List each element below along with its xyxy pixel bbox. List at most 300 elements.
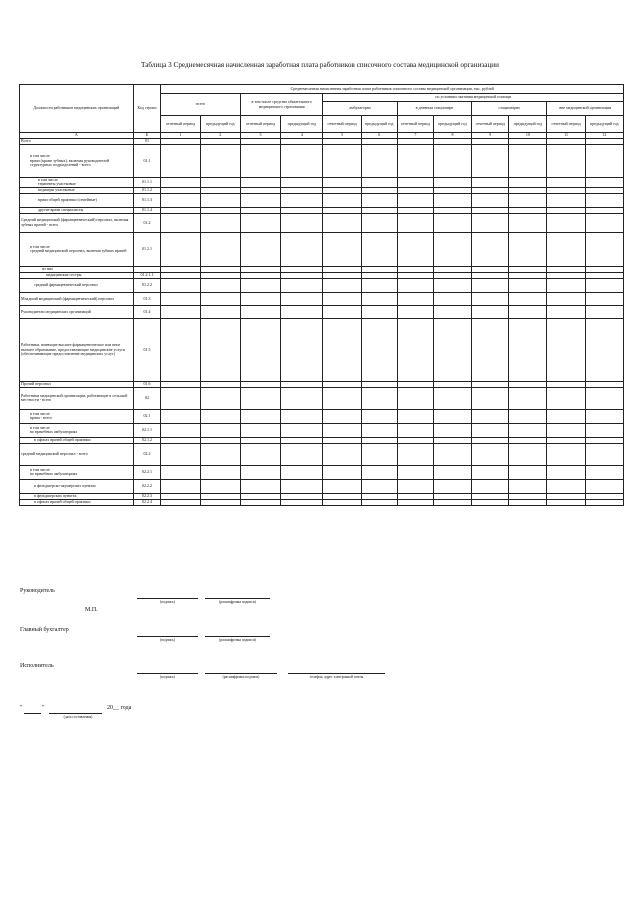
value-cell[interactable]: [161, 178, 200, 188]
value-cell[interactable]: [323, 499, 361, 505]
value-cell[interactable]: [585, 213, 623, 232]
value-cell[interactable]: [323, 193, 361, 207]
row-code: 01.1.4: [133, 207, 161, 213]
total-header: всего: [161, 94, 240, 116]
row-label: другие врачи специалисты: [20, 207, 134, 213]
value-cell[interactable]: [200, 479, 240, 493]
value-cell[interactable]: [585, 292, 623, 305]
value-cell[interactable]: [509, 213, 547, 232]
value-cell[interactable]: [509, 145, 547, 178]
value-cell[interactable]: [547, 292, 585, 305]
position-column-header: Должности работников медицинских организаций: [20, 85, 134, 133]
column-number: 12: [585, 133, 623, 139]
value-cell[interactable]: [281, 423, 323, 437]
value-cell[interactable]: [200, 145, 240, 178]
value-cell[interactable]: [323, 232, 361, 266]
date-caption: (дата составления): [63, 715, 93, 719]
table-row: [20, 213, 624, 232]
value-cell[interactable]: [323, 305, 361, 318]
report-period-header: отчетный период: [161, 116, 200, 133]
value-cell[interactable]: [585, 387, 623, 409]
row-label: в фельдшерских пунктах: [20, 493, 134, 499]
report-period-header: отчетный период: [323, 116, 361, 133]
row-code: 02.1.2: [133, 437, 161, 443]
row-label: в том числе врачи - всего: [20, 409, 134, 423]
value-cell[interactable]: [281, 499, 323, 505]
value-cell[interactable]: [200, 465, 240, 479]
value-cell[interactable]: [240, 292, 280, 305]
row-label: Прочий персонал: [20, 381, 134, 387]
row-label: из них: [20, 266, 134, 272]
value-cell[interactable]: [472, 479, 509, 493]
value-cell[interactable]: [361, 443, 397, 465]
value-cell[interactable]: [547, 409, 585, 423]
value-cell[interactable]: [281, 178, 323, 188]
value-cell[interactable]: [547, 423, 585, 437]
stamp-place: М.П.: [85, 607, 98, 613]
row-label: педиатры участковые: [20, 187, 134, 193]
accountant-decoding-line[interactable]: [205, 636, 270, 637]
value-cell[interactable]: [240, 479, 280, 493]
value-cell[interactable]: [509, 465, 547, 479]
value-cell[interactable]: [472, 423, 509, 437]
value-cell[interactable]: [361, 387, 397, 409]
prev-year-header: предыдущий год: [585, 116, 623, 133]
column-number: 11: [547, 133, 585, 139]
column-letter: А: [20, 133, 134, 139]
value-cell[interactable]: [161, 499, 200, 505]
value-cell[interactable]: [161, 443, 200, 465]
row-code: 01.1.3: [133, 193, 161, 207]
value-cell[interactable]: [240, 145, 280, 178]
table-row: [20, 278, 624, 292]
chief-accountant-label: Главный бухгалтер: [20, 627, 69, 633]
value-cell[interactable]: [397, 178, 433, 188]
value-cell[interactable]: [161, 423, 200, 437]
executor-contact-line[interactable]: [288, 673, 385, 674]
table-row: [20, 387, 624, 409]
value-cell[interactable]: [433, 305, 471, 318]
signature-caption: (подпись): [160, 638, 175, 642]
value-cell[interactable]: [472, 193, 509, 207]
value-cell[interactable]: [281, 278, 323, 292]
value-cell[interactable]: [323, 387, 361, 409]
value-cell[interactable]: [161, 145, 200, 178]
column-number: 9: [472, 133, 509, 139]
value-cell[interactable]: [433, 213, 471, 232]
value-cell[interactable]: [281, 292, 323, 305]
value-cell[interactable]: [585, 318, 623, 381]
value-cell[interactable]: [323, 213, 361, 232]
value-cell[interactable]: [433, 318, 471, 381]
value-cell[interactable]: [433, 479, 471, 493]
row-code: 01.6: [133, 381, 161, 387]
value-cell[interactable]: [281, 465, 323, 479]
value-cell[interactable]: [472, 178, 509, 188]
decoding-caption: (расшифровка подписи): [219, 600, 256, 604]
row-code: 01.1: [133, 145, 161, 178]
row-label: в том числе средний медицинский персонал, включая зубных врачей: [20, 232, 134, 266]
value-cell[interactable]: [397, 292, 433, 305]
value-cell[interactable]: [161, 387, 200, 409]
date-quote-open: ": [20, 705, 23, 711]
row-label: в том числе терапевты участковые: [20, 178, 134, 188]
value-cell[interactable]: [397, 443, 433, 465]
oms-header: в том числе средства обязательного медицинского страхования: [240, 94, 323, 116]
value-cell[interactable]: [361, 193, 397, 207]
value-cell[interactable]: [472, 292, 509, 305]
head-decoding-line[interactable]: [205, 598, 270, 599]
value-cell[interactable]: [240, 465, 280, 479]
value-cell[interactable]: [397, 499, 433, 505]
value-cell[interactable]: [161, 465, 200, 479]
row-code: 02.1.1: [133, 423, 161, 437]
value-cell[interactable]: [361, 232, 397, 266]
value-cell[interactable]: [361, 409, 397, 423]
value-cell[interactable]: [509, 278, 547, 292]
value-cell[interactable]: [472, 387, 509, 409]
row-label: медицинские сестры: [20, 272, 134, 278]
value-cell[interactable]: [509, 387, 547, 409]
value-cell[interactable]: [433, 443, 471, 465]
value-cell[interactable]: [161, 305, 200, 318]
value-cell[interactable]: [472, 305, 509, 318]
value-cell[interactable]: [547, 443, 585, 465]
report-period-header: отчетный период: [547, 116, 585, 133]
prev-year-header: предыдущий год: [361, 116, 397, 133]
value-cell[interactable]: [509, 232, 547, 266]
value-cell[interactable]: [323, 423, 361, 437]
value-cell[interactable]: [433, 499, 471, 505]
prev-year-header: предыдущий год: [200, 116, 240, 133]
value-cell[interactable]: [200, 409, 240, 423]
value-cell[interactable]: [547, 232, 585, 266]
table-row: [20, 193, 624, 207]
column-number: 6: [361, 133, 397, 139]
value-cell[interactable]: [509, 178, 547, 188]
value-cell[interactable]: [547, 278, 585, 292]
value-cell[interactable]: [281, 479, 323, 493]
value-cell[interactable]: [361, 178, 397, 188]
value-cell[interactable]: [161, 318, 200, 381]
value-cell[interactable]: [323, 479, 361, 493]
value-cell[interactable]: [585, 305, 623, 318]
value-cell[interactable]: [472, 278, 509, 292]
value-cell[interactable]: [361, 423, 397, 437]
decoding-caption: (расшифровка подписи): [222, 675, 260, 679]
value-cell[interactable]: [361, 278, 397, 292]
value-cell[interactable]: [361, 479, 397, 493]
value-cell[interactable]: [585, 479, 623, 493]
value-cell[interactable]: [547, 499, 585, 505]
value-cell[interactable]: [547, 193, 585, 207]
value-cell[interactable]: [323, 292, 361, 305]
value-cell[interactable]: [281, 193, 323, 207]
value-cell[interactable]: [361, 499, 397, 505]
value-cell[interactable]: [397, 145, 433, 178]
value-cell[interactable]: [281, 409, 323, 423]
value-cell[interactable]: [200, 387, 240, 409]
row-code: 01.2.1: [133, 232, 161, 266]
value-cell[interactable]: [585, 145, 623, 178]
value-cell[interactable]: [585, 278, 623, 292]
row-code: 01.4: [133, 305, 161, 318]
value-cell[interactable]: [161, 479, 200, 493]
value-cell[interactable]: [281, 213, 323, 232]
value-cell[interactable]: [397, 193, 433, 207]
row-code: 01.2.2: [133, 278, 161, 292]
head-label: Руководитель: [20, 588, 55, 594]
value-cell[interactable]: [200, 423, 240, 437]
accountant-signature-line[interactable]: [137, 636, 198, 637]
value-cell[interactable]: [161, 193, 200, 207]
value-cell[interactable]: [200, 278, 240, 292]
value-cell[interactable]: [509, 305, 547, 318]
column-number: 2: [200, 133, 240, 139]
value-cell[interactable]: [433, 409, 471, 423]
table-row: [20, 409, 624, 423]
value-cell[interactable]: [433, 145, 471, 178]
value-cell[interactable]: [397, 409, 433, 423]
value-cell[interactable]: [323, 145, 361, 178]
value-cell[interactable]: [585, 443, 623, 465]
value-cell[interactable]: [397, 423, 433, 437]
value-cell[interactable]: [397, 278, 433, 292]
column-number: 10: [509, 133, 547, 139]
row-label: средний фармацевтический персонал: [20, 278, 134, 292]
column-letter: Б: [133, 133, 161, 139]
value-cell[interactable]: [323, 409, 361, 423]
prev-year-header: предыдущий год: [281, 116, 323, 133]
value-cell[interactable]: [433, 232, 471, 266]
row-code: 01.2.1.1: [133, 272, 161, 278]
value-cell[interactable]: [585, 499, 623, 505]
date-quote-close: ": [42, 705, 45, 711]
table-row: [20, 465, 624, 479]
value-cell[interactable]: [547, 479, 585, 493]
value-cell[interactable]: [240, 387, 280, 409]
value-cell[interactable]: [281, 232, 323, 266]
decoding-caption: (расшифровка подписи): [219, 638, 256, 642]
value-cell[interactable]: [323, 465, 361, 479]
value-cell[interactable]: [547, 387, 585, 409]
value-cell[interactable]: [361, 213, 397, 232]
row-code: 02.2.2: [133, 479, 161, 493]
table-row: [20, 292, 624, 305]
value-cell[interactable]: [200, 292, 240, 305]
column-number: 7: [397, 133, 433, 139]
value-cell[interactable]: [433, 178, 471, 188]
row-code: 02.2.4: [133, 499, 161, 505]
value-cell[interactable]: [200, 213, 240, 232]
salary-table: [19, 84, 624, 506]
value-cell[interactable]: [509, 318, 547, 381]
value-cell[interactable]: [472, 409, 509, 423]
value-cell[interactable]: [433, 387, 471, 409]
value-cell[interactable]: [585, 178, 623, 188]
row-code: 01.3: [133, 292, 161, 305]
value-cell[interactable]: [547, 318, 585, 381]
value-cell[interactable]: [547, 305, 585, 318]
value-cell[interactable]: [240, 305, 280, 318]
head-signature-line[interactable]: [137, 598, 198, 599]
value-cell[interactable]: [161, 278, 200, 292]
value-cell[interactable]: [547, 213, 585, 232]
table-row: [20, 145, 624, 178]
value-cell[interactable]: [323, 443, 361, 465]
value-cell[interactable]: [240, 318, 280, 381]
value-cell[interactable]: [547, 178, 585, 188]
value-cell[interactable]: [585, 465, 623, 479]
row-code: 02.2.1: [133, 465, 161, 479]
value-cell[interactable]: [361, 292, 397, 305]
value-cell[interactable]: [200, 232, 240, 266]
column-number: 4: [281, 133, 323, 139]
date-day-line[interactable]: [24, 713, 41, 714]
value-cell[interactable]: [509, 443, 547, 465]
value-cell[interactable]: [433, 278, 471, 292]
value-cell[interactable]: [240, 443, 280, 465]
value-cell[interactable]: [433, 193, 471, 207]
prev-year-header: предыдущий год: [509, 116, 547, 133]
value-cell[interactable]: [472, 213, 509, 232]
value-cell[interactable]: [509, 193, 547, 207]
prev-year-header: предыдущий год: [433, 116, 471, 133]
table-row: [20, 232, 624, 266]
row-code: 01.2: [133, 213, 161, 232]
table-row: [20, 423, 624, 437]
value-cell[interactable]: [509, 499, 547, 505]
row-label: в офисах врачей общей практики: [20, 437, 134, 443]
value-cell[interactable]: [361, 318, 397, 381]
row-code: 01.1.2: [133, 187, 161, 193]
outside-header: вне медицинской организации: [547, 102, 624, 116]
value-cell[interactable]: [585, 409, 623, 423]
value-cell[interactable]: [397, 213, 433, 232]
value-cell[interactable]: [547, 145, 585, 178]
value-cell[interactable]: [240, 213, 280, 232]
row-label: в том числе во врачебных амбулаториях: [20, 423, 134, 437]
value-cell[interactable]: [323, 278, 361, 292]
value-cell[interactable]: [509, 479, 547, 493]
value-cell[interactable]: [281, 387, 323, 409]
conditions-header: по условиям оказания медицинской помощи: [323, 94, 624, 102]
row-label: Работники, имеющие высшее фармацевтическое или иное высшее образование, предоставляющие медицинские услуги (обеспечивающие предоставление медицинских услуг): [20, 318, 134, 381]
value-cell[interactable]: [472, 318, 509, 381]
value-cell[interactable]: [547, 465, 585, 479]
table-row: [20, 305, 624, 318]
value-cell[interactable]: [240, 499, 280, 505]
row-label: врачи общей практики (семейные): [20, 193, 134, 207]
value-cell[interactable]: [240, 278, 280, 292]
ambulatory-header: амбулаторно: [323, 102, 397, 116]
value-cell[interactable]: [200, 499, 240, 505]
value-cell[interactable]: [200, 318, 240, 381]
value-cell[interactable]: [240, 409, 280, 423]
row-code: 01.1.1: [133, 178, 161, 188]
value-cell[interactable]: [585, 193, 623, 207]
table-row: [20, 479, 624, 493]
value-cell[interactable]: [200, 305, 240, 318]
value-cell[interactable]: [472, 443, 509, 465]
row-label: в том числе во врачебных амбулаториях: [20, 465, 134, 479]
report-period-header: отчетный период: [240, 116, 280, 133]
value-cell[interactable]: [161, 232, 200, 266]
value-cell[interactable]: [240, 193, 280, 207]
value-cell[interactable]: [472, 145, 509, 178]
value-cell[interactable]: [585, 423, 623, 437]
row-label: средний медицинский персонал - всего: [20, 443, 134, 465]
value-cell[interactable]: [433, 423, 471, 437]
value-cell[interactable]: [281, 443, 323, 465]
value-cell[interactable]: [161, 409, 200, 423]
main-group-header: Среднемесячная начисленная заработная плата работников списочного состава медицинской организации, тыс. рублей: [161, 85, 624, 94]
value-cell[interactable]: [397, 232, 433, 266]
value-cell[interactable]: [397, 465, 433, 479]
value-cell[interactable]: [472, 499, 509, 505]
value-cell[interactable]: [472, 465, 509, 479]
value-cell[interactable]: [240, 232, 280, 266]
value-cell[interactable]: [200, 443, 240, 465]
value-cell[interactable]: [361, 305, 397, 318]
column-number: 8: [433, 133, 471, 139]
code-column-header: Код строки: [133, 85, 161, 133]
value-cell[interactable]: [433, 292, 471, 305]
row-code: 02.2: [133, 443, 161, 465]
value-cell[interactable]: [281, 305, 323, 318]
value-cell[interactable]: [200, 193, 240, 207]
row-label: в фельдшерско-акушерских пунктах: [20, 479, 134, 493]
value-cell[interactable]: [281, 318, 323, 381]
value-cell[interactable]: [161, 213, 200, 232]
value-cell[interactable]: [240, 423, 280, 437]
value-cell[interactable]: [323, 178, 361, 188]
value-cell[interactable]: [397, 387, 433, 409]
date-month-line[interactable]: [49, 713, 102, 714]
executor-signature-line[interactable]: [137, 673, 198, 674]
value-cell[interactable]: [240, 178, 280, 188]
day-hospital-header: в дневном стационаре: [397, 102, 471, 116]
value-cell[interactable]: [397, 305, 433, 318]
date-year: 20__ года: [107, 705, 132, 711]
value-cell[interactable]: [509, 409, 547, 423]
report-period-header: отчетный период: [397, 116, 433, 133]
value-cell[interactable]: [161, 292, 200, 305]
table-row: [20, 443, 624, 465]
value-cell[interactable]: [397, 318, 433, 381]
value-cell[interactable]: [509, 423, 547, 437]
value-cell[interactable]: [361, 465, 397, 479]
value-cell[interactable]: [200, 178, 240, 188]
table-row: [20, 318, 624, 381]
value-cell[interactable]: [281, 145, 323, 178]
row-label: в том числе врачи (кроме зубных), включая руководителей структурных подразделений - всего: [20, 145, 134, 178]
column-number: 3: [240, 133, 280, 139]
value-cell[interactable]: [397, 479, 433, 493]
value-cell[interactable]: [509, 292, 547, 305]
row-label: Средний медицинский (фармацевтический) персонал, включая зубных врачей - всего: [20, 213, 134, 232]
value-cell[interactable]: [433, 465, 471, 479]
row-code: 01: [133, 139, 161, 145]
executor-decoding-line[interactable]: [205, 673, 277, 674]
row-code: 02.1: [133, 409, 161, 423]
executor-label: Исполнитель: [20, 663, 54, 669]
signature-caption: (подпись): [160, 600, 175, 604]
value-cell[interactable]: [472, 232, 509, 266]
value-cell[interactable]: [361, 145, 397, 178]
value-cell[interactable]: [323, 318, 361, 381]
value-cell[interactable]: [585, 232, 623, 266]
